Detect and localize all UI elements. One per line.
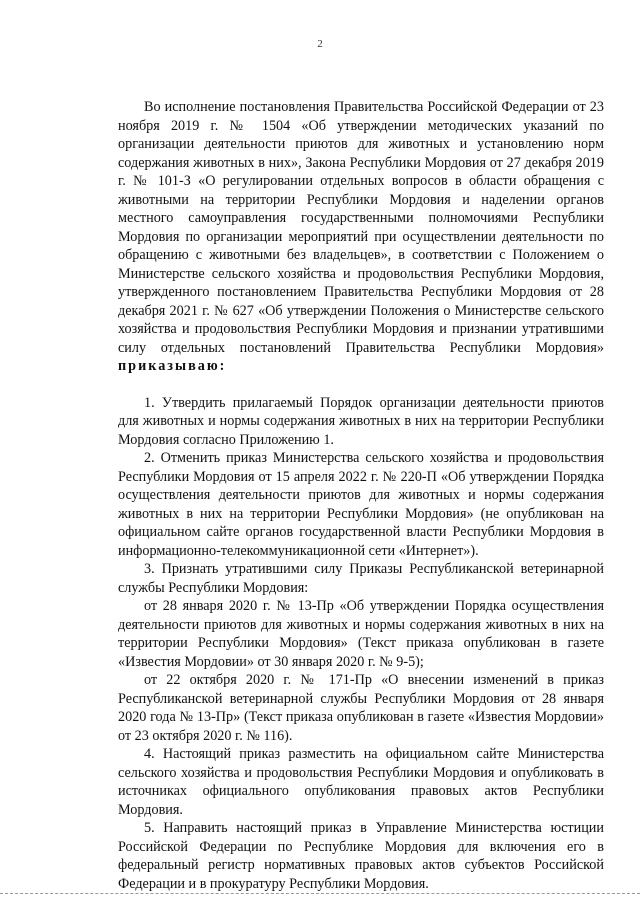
bottom-scan-edge-divider [0, 893, 640, 894]
item-5-paragraph: 5. Направить настоящий приказ в Управление Министерства юстиции Российской Федерации по Республике Мордовия для включения его в федеральный регистр нормативных правовых актов субъектов Российской Федерации и в прокуратуру Республики Мордовия. [118, 820, 604, 892]
item-1-paragraph: 1. Утвердить прилагаемый Порядок организации деятельности приютов для животных и нормы содержания животных в них на территории Республики Мордовия согласно Приложению 1. [118, 394, 604, 448]
document-body [118, 98, 604, 893]
item-3-sub-2-paragraph: от 22 октября 2020 г. № 171-Пр «О внесении изменений в приказ Республиканской ветеринарной службы Республики Мордовия от 28 января 2020 года № 13-Пр» (Текст приказа опубликован в газете «Известия Мордовии» от 23 октября 2020 г. № 116). [118, 672, 604, 744]
preamble-text: Во исполнение постановления Правительства Российской Федерации от 23 ноября 2019 г. № 1504 «Об утверждении методических указаний по организации деятельности приютов для животных и установлению норм содержания животных в них», Закона Республики Мордовия от 27 декабря 2019 г. № 101-З «О регулировании отдельных вопросов в области обращения с животными на территории Республики Мордовия и наделении органов местного самоуправления государственными полномочиями Республики Мордовия по организации мероприятий при осуществлении деятельности по обращению с животными без владельцев», в соответствии с Положением о Министерстве сельского хозяйства и продовольствия Республики Мордовия, утвержденного постановлением Правительства Республики Мордовия от 28 декабря 2021 г. № 627 «Об утверждении Положения о Министерстве сельского хозяйства и продовольствия Республики Мордовия и признании утратившими силу отдельных постановлений Правительства Республики Мордовия» [118, 99, 604, 356]
item-3-sub-1-paragraph: от 28 января 2020 г. № 13-Пр «Об утверждении Порядка осуществления деятельности приютов для животных и нормы содержания животных в них на территории Республики Мордовия» (Текст приказа опубликован в газете «Известия Мордовии» от 30 января 2020 г. № 9-5); [118, 598, 604, 670]
preamble-paragraph [118, 98, 604, 376]
item-4-paragraph: 4. Настоящий приказ разместить на официальном сайте Министерства сельского хозяйства и продовольствия Республики Мордовия и опубликовать в источниках официального опубликования правовых актов Республики Мордовия. [118, 746, 604, 818]
item-2-paragraph: 2. Отменить приказ Министерства сельского хозяйства и продовольствия Республики Мордовия от 15 апреля 2022 г. № 220-П «Об утверждении Порядка осуществления деятельности приютов для животных и нормы содержания животных в них на территории Республики Мордовия» (не опубликован на официальном сайте органов государственной власти Республики Мордовия в информационно-телекоммуникационной сети «Интернет»). [118, 450, 604, 559]
item-3-paragraph: 3. Признать утратившими силу Приказы Республиканской ветеринарной службы Республики Мордовия: [118, 561, 604, 596]
order-word: приказываю: [118, 358, 227, 374]
page-number: 2 [317, 38, 323, 50]
